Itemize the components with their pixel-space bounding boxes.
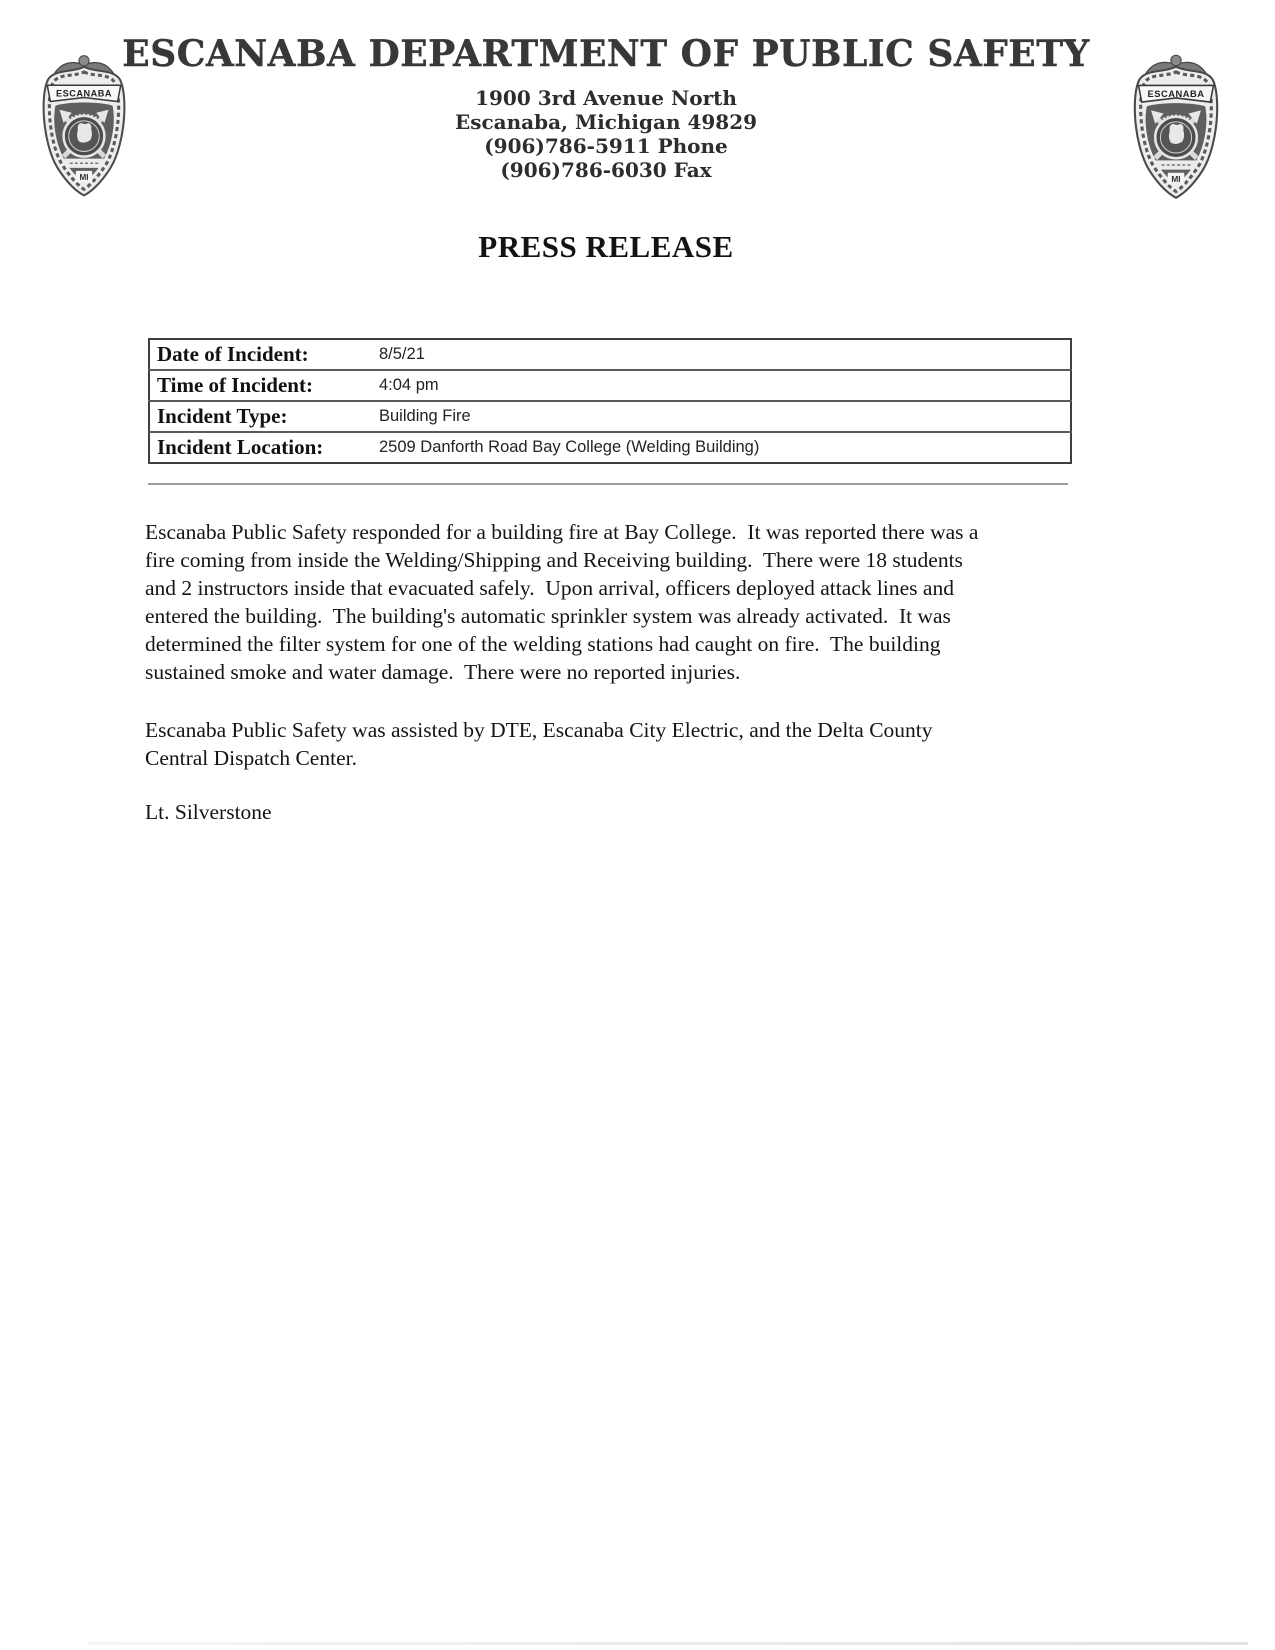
address-line-4: (906)786-6030 Fax <box>500 158 712 182</box>
badge-state-text: MI <box>79 173 89 183</box>
horizontal-divider <box>148 483 1068 485</box>
row-label: Incident Type: <box>149 401 375 432</box>
address-line-2: Escanaba, Michigan 49829 <box>454 110 758 134</box>
signature: Lt. Silverstone <box>145 800 272 824</box>
badge-banner-text: ESCANABA <box>1147 88 1205 99</box>
body-line: determined the filter system for one of the welding stations had caught on fire. The building <box>145 632 941 656</box>
body-line: and 2 instructors inside that evacuated safely. Upon arrival, officers deployed attack lines and <box>145 576 954 600</box>
body-line: fire coming from inside the Welding/Shipping and Receiving building. There were 18 students <box>145 548 963 572</box>
scan-artifact-line <box>88 1642 1248 1645</box>
body-paragraph-2 <box>145 716 1080 772</box>
letterhead-address <box>0 86 1212 185</box>
body-paragraph-1 <box>145 518 1080 686</box>
row-label: Incident Location: <box>149 432 375 463</box>
department-title: ESCANABA DEPARTMENT OF PUBLIC SAFETY <box>122 33 1090 75</box>
table-row-date <box>149 339 1071 370</box>
row-value: 8/5/21 <box>379 345 425 363</box>
badge-state-text: MI <box>1171 174 1181 185</box>
badge-banner-text: ESCANABA <box>55 88 113 99</box>
body-line: Central Dispatch Center. <box>145 746 357 770</box>
address-line-1: 1900 3rd Avenue North <box>475 86 737 110</box>
body-line: sustained smoke and water damage. There were no reported injuries. <box>145 660 741 684</box>
body-line: entered the building. The building's automatic sprinkler system was already activated. It was <box>145 604 951 628</box>
row-value: 2509 Danforth Road Bay College (Welding Building) <box>375 432 1071 463</box>
table-row-type <box>149 401 1071 432</box>
incident-table <box>148 338 1072 464</box>
table-row-time <box>149 370 1071 401</box>
table-row-location <box>149 432 1071 463</box>
body-line: Escanaba Public Safety was assisted by DTE, Escanaba City Electric, and the Delta County <box>145 718 933 742</box>
body-line: Escanaba Public Safety responded for a building fire at Bay College. It was reported there was a <box>145 520 979 544</box>
row-value: 4:04 pm <box>375 370 1071 401</box>
address-line-3: (906)786-5911 Phone <box>484 134 728 158</box>
row-label: Time of Incident: <box>149 370 375 401</box>
row-value: Building Fire <box>375 401 1071 432</box>
row-label: Date of Incident: <box>157 342 309 366</box>
press-release-title: PRESS RELEASE <box>478 229 734 264</box>
